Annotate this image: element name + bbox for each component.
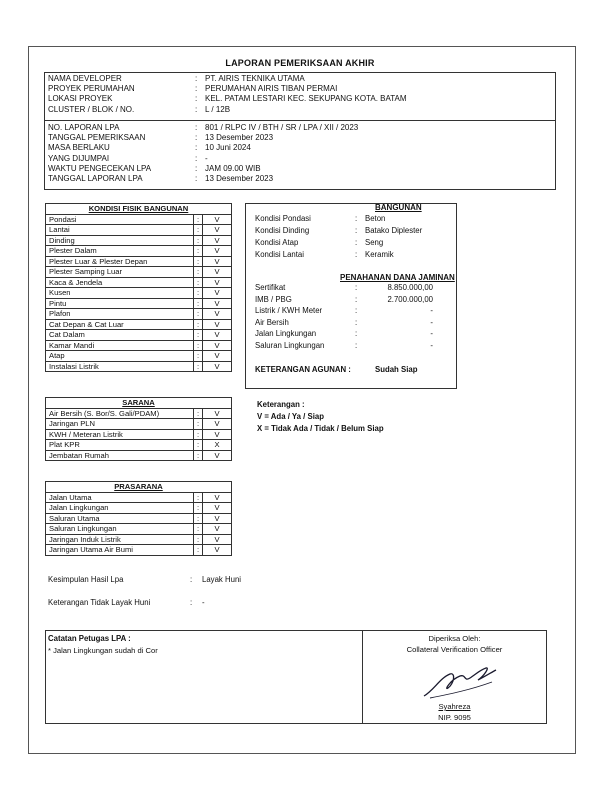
table-row: Jembatan Rumah : V xyxy=(46,450,232,461)
row-check: V xyxy=(203,492,232,503)
table-row: Saluran Lingkungan : V xyxy=(46,524,232,535)
row-label: Plester Dalam xyxy=(46,246,194,257)
header-label: YANG DIJUMPAI xyxy=(48,153,110,163)
table-row: Jalan Utama : V xyxy=(46,492,232,503)
report-title: LAPORAN PEMERIKSAAN AKHIR xyxy=(225,58,375,68)
row-check: V xyxy=(203,277,232,288)
header-label: TANGGAL LAPORAN LPA xyxy=(48,174,143,183)
table-title: KONDISI FISIK BANGUNAN xyxy=(46,204,232,215)
row-label: Saluran Lingkungan xyxy=(46,524,194,535)
table-row: Plester Luar & Plester Depan : V xyxy=(46,256,232,267)
row-check: V xyxy=(203,246,232,257)
row-label: Jaringan Induk Listrik xyxy=(46,534,194,545)
table-row: Lantai : V xyxy=(46,225,232,236)
row-label: Saluran Utama xyxy=(46,513,194,524)
table-row: Plafon : V xyxy=(46,309,232,320)
row-label: KWH / Meteran Listrik xyxy=(46,429,194,440)
bangunan-label: Kondisi Lantai xyxy=(255,250,304,259)
signature-scribble-icon xyxy=(420,660,500,702)
row-label: Kusen xyxy=(46,288,194,299)
table-row: Pondasi : V xyxy=(46,214,232,225)
row-check: V xyxy=(203,267,232,278)
header-value: 10 Juni 2024 xyxy=(205,143,251,153)
row-label: Jalan Lingkungan xyxy=(46,503,194,514)
penahanan-value: 2.700.000,00 xyxy=(387,294,433,304)
bangunan-title: BANGUNAN xyxy=(375,203,422,212)
row-check: V xyxy=(203,408,232,419)
row-label: Atap xyxy=(46,351,194,362)
agunan-label: KETERANGAN AGUNAN : xyxy=(255,365,351,374)
table-row: Air Bersih (S. Bor/S. Gali/PDAM) : V xyxy=(46,408,232,419)
signature-role: Collateral Verification Officer xyxy=(406,645,503,654)
penahanan-value: - xyxy=(430,306,433,316)
bangunan-label: Kondisi Atap xyxy=(255,238,299,247)
row-label: Plafon xyxy=(46,309,194,320)
header-value: 13 Desember 2023 xyxy=(205,174,274,183)
tidak-layak-label: Keterangan Tidak Layak Huni xyxy=(48,598,151,607)
kesimpulan-value: Layak Huni xyxy=(202,575,242,584)
penahanan-label: Listrik / KWH Meter xyxy=(255,306,323,316)
row-label: Air Bersih (S. Bor/S. Gali/PDAM) xyxy=(46,408,194,419)
header-label: CLUSTER / BLOK / NO. xyxy=(48,104,135,114)
signature-checked-by: Diperiksa Oleh: xyxy=(428,634,481,643)
agunan-value: Sudah Siap xyxy=(375,365,418,374)
bangunan-value: Seng xyxy=(365,238,384,247)
row-label: Lantai xyxy=(46,225,194,236)
catatan-title: Catatan Petugas LPA : xyxy=(48,634,131,643)
row-label: Plat KPR xyxy=(46,440,194,451)
row-label: Plester Luar & Plester Depan xyxy=(46,256,194,267)
bangunan-value: Beton xyxy=(365,214,386,223)
row-check: V xyxy=(203,545,232,556)
row-label: Jalan Utama xyxy=(46,492,194,503)
row-check: V xyxy=(203,513,232,524)
table-row: Kaca & Jendela : V xyxy=(46,277,232,288)
row-check: V xyxy=(203,450,232,461)
kesimpulan-label: Kesimpulan Hasil Lpa xyxy=(48,575,124,584)
row-check: V xyxy=(203,298,232,309)
table-row: Cat Depan & Cat Luar : V xyxy=(46,319,232,330)
header-value: - xyxy=(205,153,208,163)
table-row: Jaringan Induk Listrik : V xyxy=(46,534,232,545)
header-value: KEL. PATAM LESTARI KEC. SEKUPANG KOTA. BATAM xyxy=(205,94,407,104)
penahanan-label: Saluran Lingkungan xyxy=(255,341,325,350)
header-label: MASA BERLAKU xyxy=(48,143,110,153)
row-check: V xyxy=(203,361,232,372)
catatan-text: * Jalan Lingkungan sudah di Cor xyxy=(48,646,158,655)
row-label: Jaringan Utama Air Bumi xyxy=(46,545,194,556)
header-label: TANGGAL PEMERIKSAAN xyxy=(48,133,146,143)
row-label: Dinding xyxy=(46,235,194,246)
penahanan-label: IMB / PBG xyxy=(255,294,292,304)
row-check: V xyxy=(203,503,232,514)
header-value: 13 Desember 2023 xyxy=(205,133,274,143)
tidak-layak-value: - xyxy=(202,598,205,607)
table-row: Plester Samping Luar : V xyxy=(46,267,232,278)
header-value: JAM 09.00 WIB xyxy=(205,163,261,173)
header-label: WAKTU PENGECEKAN LPA xyxy=(48,163,152,173)
penahanan-label: Sertifikat xyxy=(255,283,286,292)
penahanan-label: Air Bersih xyxy=(255,317,289,327)
header-value: PERUMAHAN AIRIS TIBAN PERMAI xyxy=(205,84,338,94)
table-row: Atap : V xyxy=(46,351,232,362)
penahanan-title: PENAHANAN DANA JAMINAN xyxy=(340,273,455,282)
header-label: PROYEK PERUMAHAN xyxy=(48,84,135,94)
table-row: Jalan Lingkungan : V xyxy=(46,503,232,514)
row-check: V xyxy=(203,534,232,545)
table-row: Kusen : V xyxy=(46,288,232,299)
row-check: X xyxy=(203,440,232,451)
row-label: Cat Dalam xyxy=(46,330,194,341)
tidak-layak-row: Keterangan Tidak Layak Huni : - xyxy=(48,598,205,607)
row-check: V xyxy=(203,235,232,246)
table-row: Dinding : V xyxy=(46,235,232,246)
sarana-table xyxy=(45,397,232,461)
kesimpulan-row: Kesimpulan Hasil Lpa : Layak Huni xyxy=(48,575,242,584)
row-check: V xyxy=(203,419,232,430)
table-row: Jaringan Utama Air Bumi : V xyxy=(46,545,232,556)
row-check: V xyxy=(203,330,232,341)
table-row: Plester Dalam : V xyxy=(46,246,232,257)
header-value: L / 12B xyxy=(205,104,231,114)
header-label: LOKASI PROYEK xyxy=(48,94,113,104)
bangunan-value: Keramik xyxy=(365,250,394,259)
table-row: Kamar Mandi : V xyxy=(46,340,232,351)
header-value: PT. AIRIS TEKNIKA UTAMA xyxy=(205,74,305,83)
table-title: PRASARANA xyxy=(46,482,232,493)
penahanan-value: 8.850.000,00 xyxy=(387,283,433,292)
bangunan-label: Kondisi Dinding xyxy=(255,226,310,235)
header-value: 801 / RLPC IV / BTH / SR / LPA / XII / 2023 xyxy=(205,123,359,132)
table-row: Instalasi Listrik : V xyxy=(46,361,232,372)
row-label: Plester Samping Luar xyxy=(46,267,194,278)
row-label: Instalasi Listrik xyxy=(46,361,194,372)
header-label: NAMA DEVELOPER xyxy=(48,74,122,83)
penahanan-value: - xyxy=(430,329,433,339)
row-label: Kamar Mandi xyxy=(46,340,194,351)
row-check: V xyxy=(203,214,232,225)
bangunan-value: Batako Diplester xyxy=(365,226,423,235)
row-check: V xyxy=(203,319,232,330)
row-label: Pintu xyxy=(46,298,194,309)
row-check: V xyxy=(203,288,232,299)
header-label: NO. LAPORAN LPA xyxy=(48,123,120,132)
keterangan-title: Keterangan : xyxy=(257,400,305,409)
penahanan-value: - xyxy=(430,341,433,350)
penahanan-label: Jalan Lingkungan xyxy=(255,329,317,339)
row-label: Cat Depan & Cat Luar xyxy=(46,319,194,330)
table-row: Plat KPR : X xyxy=(46,440,232,451)
table-row: KWH / Meteran Listrik : V xyxy=(46,429,232,440)
table-row: Jaringan PLN : V xyxy=(46,419,232,430)
row-label: Jaringan PLN xyxy=(46,419,194,430)
row-check: V xyxy=(203,351,232,362)
signature-nip: NIP. 9095 xyxy=(438,713,471,722)
keterangan-line-x: X = Tidak Ada / Tidak / Belum Siap xyxy=(257,424,384,433)
header-separator xyxy=(44,120,556,121)
table-row: Pintu : V xyxy=(46,298,232,309)
signature-name: Syahreza xyxy=(438,702,471,711)
row-check: V xyxy=(203,524,232,535)
row-check: V xyxy=(203,225,232,236)
penahanan-value: - xyxy=(430,317,433,327)
row-check: V xyxy=(203,340,232,351)
kondisi-table xyxy=(45,203,232,372)
row-check: V xyxy=(203,256,232,267)
row-label: Jembatan Rumah xyxy=(46,450,194,461)
table-row: Saluran Utama : V xyxy=(46,513,232,524)
table-title: SARANA xyxy=(46,398,232,409)
table-row: Cat Dalam : V xyxy=(46,330,232,341)
bangunan-label: Kondisi Pondasi xyxy=(255,214,311,223)
row-check: V xyxy=(203,429,232,440)
row-check: V xyxy=(203,309,232,320)
keterangan-line-v: V = Ada / Ya / Siap xyxy=(257,412,324,421)
row-label: Pondasi xyxy=(46,214,194,225)
prasarana-table xyxy=(45,481,232,556)
row-label: Kaca & Jendela xyxy=(46,277,194,288)
